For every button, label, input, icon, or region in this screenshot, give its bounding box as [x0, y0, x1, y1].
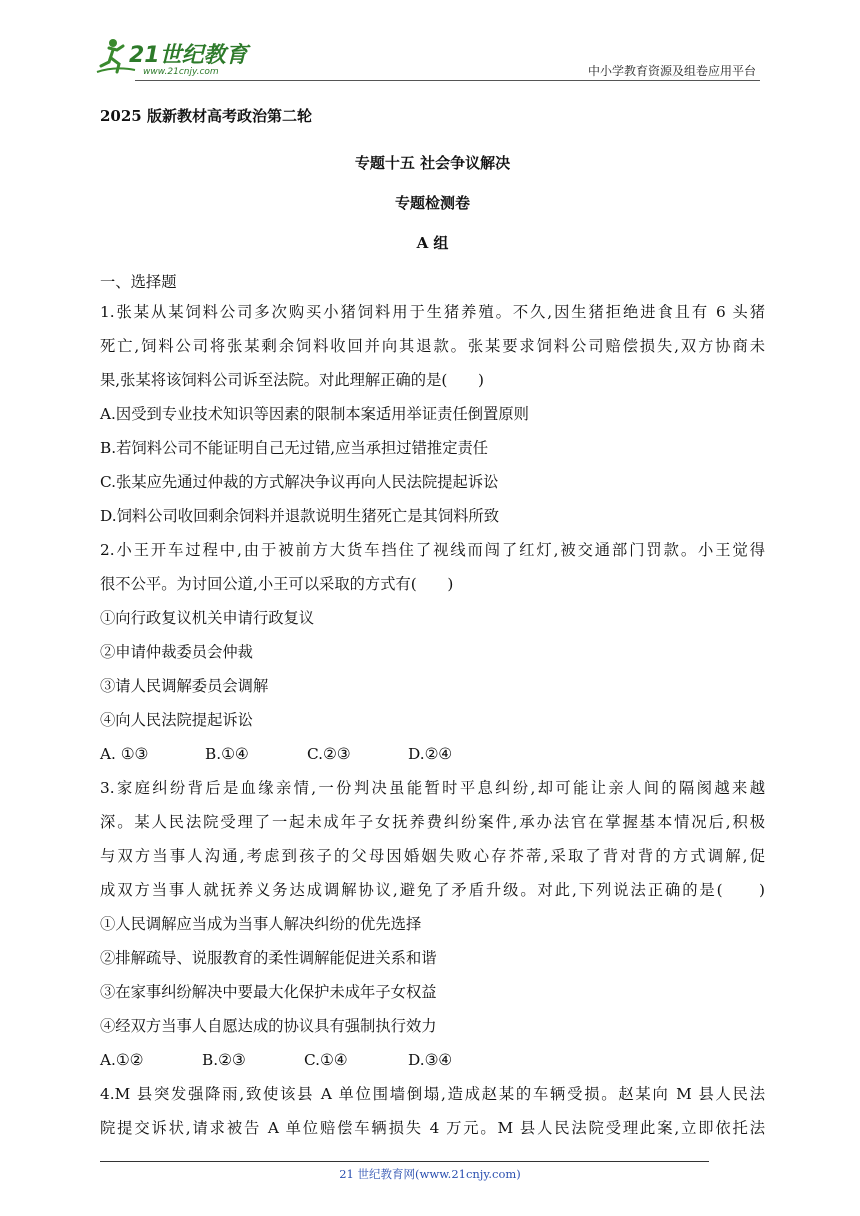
statement-2: ②排解疏导、说服教育的柔性调解能促进关系和谐 [100, 949, 437, 967]
topic-title: 专题十五 社会争议解决 [354, 154, 511, 172]
question-line: 院提交诉状,请求被告 A 单位赔偿车辆损失 4 万元。M 县人民法院受理此案,立即依托法 [100, 1119, 765, 1137]
question-line: 2.小王开车过程中,由于被前方大货车挡住了视线而闯了红灯,被交通部门罚款。小王觉得 [100, 541, 765, 559]
answer-choices [100, 737, 765, 771]
svg-text:www.21cnjy.com: www.21cnjy.com [143, 67, 219, 77]
answer-b: B.①④ [205, 745, 249, 763]
footer-text: 21 世纪教育网(www.21cnjy.com) [339, 1167, 521, 1181]
answer-d: D.②④ [408, 745, 453, 763]
logo-21cnjy-icon [95, 36, 265, 80]
header-divider [135, 80, 760, 81]
platform-name: 中小学教育资源及组卷应用平台 [587, 64, 756, 78]
answer-choices [100, 1043, 765, 1077]
group-title: A 组 [416, 234, 449, 252]
svg-text:21世纪教育: 21世纪教育 [129, 43, 248, 68]
doc-top-title: 2025 版新教材高考政治第二轮 [100, 107, 312, 125]
section-heading: 一、选择题 [100, 273, 177, 291]
question-3 [100, 771, 765, 1077]
answer-d: D.③④ [408, 1051, 453, 1069]
question-line: 成双方当事人就抚养义务达成调解协议,避免了矛盾升级。对此,下列说法正确的是( ) [100, 881, 765, 899]
statement-4: ④向人民法院提起诉讼 [100, 711, 253, 729]
statement-1: ①向行政复议机关申请行政复议 [100, 609, 315, 627]
question-line: 很不公平。为讨回公道,小王可以采取的方式有( ) [100, 575, 454, 593]
statement-2: ②申请仲裁委员会仲裁 [100, 643, 253, 661]
answer-c: C.①④ [304, 1051, 348, 1069]
question-line: 3.家庭纠纷背后是血缘亲情,一份判决虽能暂时平息纠纷,却可能让亲人间的隔阂越来越 [100, 779, 765, 797]
answer-a: A.①② [100, 1051, 144, 1069]
document-body [100, 103, 765, 1145]
question-line: 果,张某将该饲料公司诉至法院。对此理解正确的是( ) [100, 371, 484, 389]
page-header [95, 36, 760, 82]
question-line: 死亡,饲料公司将张某剩余饲料收回并向其退款。张某要求饲料公司赔偿损失,双方协商未 [100, 337, 765, 355]
footer-divider [100, 1161, 709, 1162]
option-a: A.因受到专业技术知识等因素的限制本案适用举证责任倒置原则 [100, 405, 529, 423]
answer-c: C.②③ [307, 745, 351, 763]
statement-3: ③请人民调解委员会调解 [100, 677, 269, 695]
subtitle: 专题检测卷 [394, 194, 470, 212]
question-line: 4.M 县突发强降雨,致使该县 A 单位围墙倒塌,造成赵某的车辆受损。赵某向 M 县人民法 [100, 1085, 765, 1103]
option-b: B.若饲料公司不能证明自己无过错,应当承担过错推定责任 [100, 439, 489, 457]
question-line: 与双方当事人沟通,考虑到孩子的父母因婚姻失败心存芥蒂,采取了背对背的方式调解,促 [100, 847, 765, 865]
option-d: D.饲料公司收回剩余饲料并退款说明生猪死亡是其饲料所致 [100, 507, 500, 525]
statement-3: ③在家事纠纷解决中要最大化保护未成年子女权益 [100, 983, 437, 1001]
question-line: 1.张某从某饲料公司多次购买小猪饲料用于生猪养殖。不久,因生猪拒绝进食且有 6 头猪 [100, 303, 765, 321]
statement-4: ④经双方当事人自愿达成的协议具有强制执行效力 [100, 1017, 437, 1035]
answer-a: A. ①③ [100, 745, 149, 763]
statement-1: ①人民调解应当成为当事人解决纠纷的优先选择 [100, 915, 422, 933]
answer-b: B.②③ [202, 1051, 246, 1069]
question-2 [100, 533, 765, 771]
option-c: C.张某应先通过仲裁的方式解决争议再向人民法院提起诉讼 [100, 473, 499, 491]
question-1 [100, 295, 765, 533]
question-line: 深。某人民法院受理了一起未成年子女抚养费纠纷案件,承办法官在掌握基本情况后,积极 [100, 813, 765, 831]
question-4 [100, 1077, 765, 1145]
